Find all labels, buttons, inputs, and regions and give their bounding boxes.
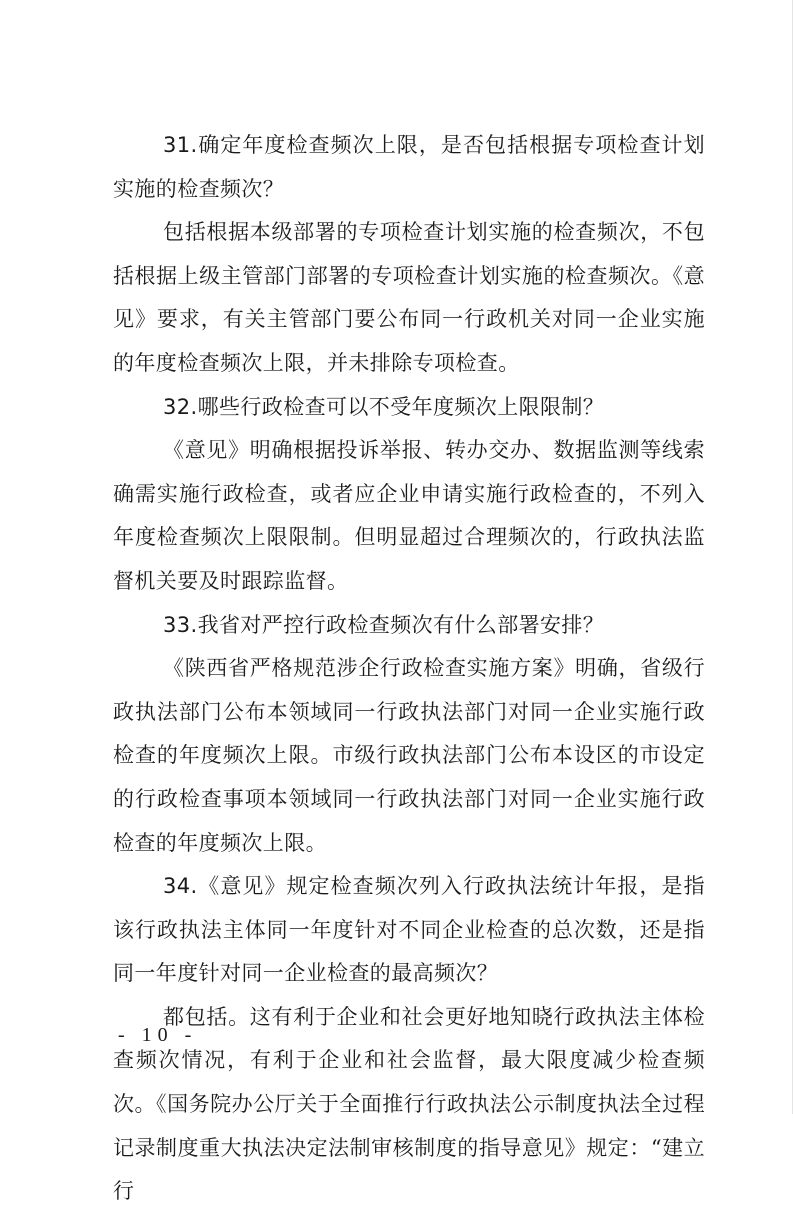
question-34: 34.《意见》规定检查频次列入行政执法统计年报，是指该行政执法主体同一年度针对不同企业检查的总次数，还是指同一年度针对同一企业检查的最高频次？ xyxy=(113,874,705,986)
answer-32: 《意见》明确根据投诉举报、转办交办、数据监测等线索确需实施行政检查，或者应企业申请实施行政检查的，不列入年度检查频次上限限制。但明显超过合理频次的，行政执法监督机关要及时跟踪监督。 xyxy=(113,438,705,593)
question-32: 32.哪些行政检查可以不受年度频次上限限制？ xyxy=(163,394,605,419)
answer-31: 包括根据本级部署的专项检查计划实施的检查频次，不包括根据上级主管部门部署的专项检查计划实施的检查频次。《意见》要求，有关主管部门要公布同一行政机关对同一企业实施的年度检查频次上限，并未排除专项检查。 xyxy=(113,220,705,375)
document-body xyxy=(113,124,705,1214)
answer-34: 都包括。这有利于企业和社会更好地知晓行政执法主体检查频次情况，有利于企业和社会监督，最大限度减少检查频次。《国务院办公厅关于全面推行行政执法公示制度执法全过程记录制度重大执法决定法制审核制度的指导意见》规定：“建立行 xyxy=(113,1004,705,1204)
page-number: - 10 - xyxy=(118,1024,198,1046)
question-31: 31.确定年度检查频次上限，是否包括根据专项检查计划实施的检查频次？ xyxy=(113,133,705,201)
answer-33: 《陕西省严格规范涉企行政检查实施方案》明确，省级行政执法部门公布本领域同一行政执法部门对同一企业实施行政检查的年度频次上限。市级行政执法部门公布本设区的市设定的行政检查事项本领域同一行政执法部门对同一企业实施行政检查的年度频次上限。 xyxy=(113,656,705,855)
question-33: 33.我省对严控行政检查频次有什么部署安排？ xyxy=(163,612,605,637)
